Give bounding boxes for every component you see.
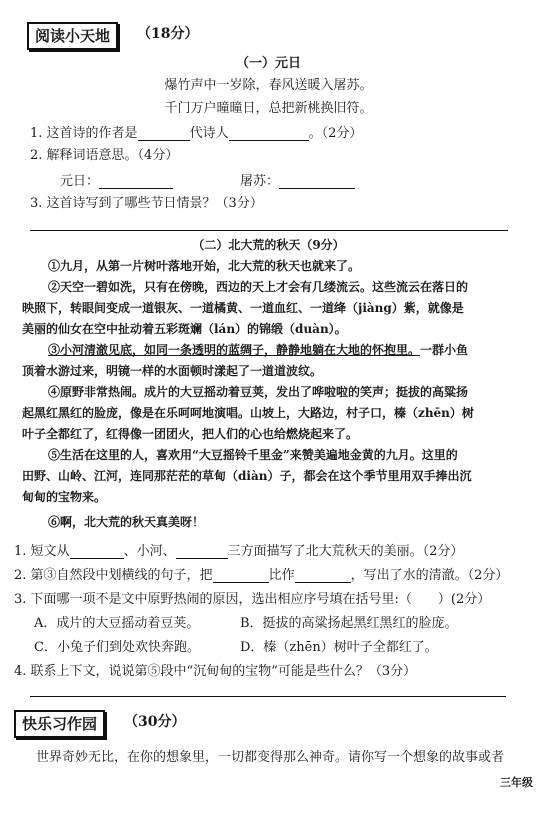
question-text: 解释词语意思。（4分） — [46, 148, 179, 163]
passage-paragraph-6: ⑥啊，北大荒的秋天真美呀！ — [48, 515, 205, 529]
section-title-writing: 快乐习作园 — [14, 710, 105, 738]
poem-line-2: 千门万户曈曈日，总把新桃换旧符。 — [164, 101, 373, 116]
passage-paragraph-5-line-1: ⑤生活在这里的人，喜欢用“大豆摇铃千里金”来赞美遍地金黄的九月。这里的 — [48, 448, 458, 462]
question-text: 这首诗写到了哪些节日情景？（3分） — [46, 196, 263, 211]
answer-blank-dynasty[interactable] — [229, 126, 309, 141]
term-yuanri — [60, 170, 173, 189]
underlined-sentence: ③小河清澈见底，如同一条透明的蓝绸子，静静地躺在大地的怀抱里。 — [48, 343, 421, 357]
section-score-reading: （18分） — [137, 26, 199, 42]
writing-prompt: 世界奇妙无比，在你的想象里，一切都变得那么神奇。请你写一个想象的故事或者 — [36, 750, 505, 765]
section-title-reading: 阅读小天地 — [27, 22, 118, 50]
question-text: 代诗人 — [189, 126, 229, 141]
poem-title: （一）元日 — [235, 56, 301, 71]
answer-blank-author[interactable] — [138, 126, 190, 141]
question-text: 三方面描写了北大荒秋天的美丽。（2分） — [227, 544, 464, 559]
question-text: 这首诗的作者是 — [46, 126, 138, 141]
question-text: 短文从 — [30, 544, 70, 559]
passage-paragraph-4-line-3: 叶子全都红了，红得像一团团火，把人们的心也给燃烧起来了。 — [22, 427, 359, 441]
section-score-writing: （30分） — [124, 714, 186, 730]
question-text: 联系上下文，说说第⑤段中“沉甸甸的宝物”可能是些什么？（3分） — [30, 664, 417, 679]
question-number: 1. — [30, 126, 43, 141]
poem-line-1: 爆竹声中一岁除，春风送暖入屠苏。 — [164, 78, 373, 93]
question-1-1 — [30, 122, 362, 141]
answer-blank-yuanri[interactable] — [99, 174, 173, 189]
question-text: 第③自然段中划横线的句子，把 — [30, 568, 213, 583]
answer-blank-aspect-1[interactable] — [70, 544, 124, 559]
answer-blank-aspect-3[interactable] — [176, 544, 228, 559]
option-c[interactable]: C．小兔子们到处欢快奔跑。 — [34, 640, 200, 655]
passage-paragraph-5-line-2: 田野、山岭、江河，连同那茫茫的草甸（diàn）子，都会在这个季节里用双手捧出沉 — [22, 469, 472, 483]
passage-paragraph-2-line-1: ②天空一碧如洗，只有在傍晚，西边的天上才会有几缕流云。这些流云在落日的 — [48, 280, 469, 294]
footer-grade: 三年级 — [500, 776, 533, 789]
question-text: 。（2分） — [308, 126, 363, 141]
term-label: 屠苏： — [240, 174, 280, 189]
answer-blank-tusu[interactable] — [279, 174, 355, 189]
question-number: 3. — [30, 196, 43, 211]
passage-paragraph-1: ①九月，从第一片树叶落地开始，北大荒的秋天也就来了。 — [48, 259, 361, 273]
answer-blank-compared[interactable] — [213, 568, 269, 583]
answer-line-1-3[interactable] — [30, 230, 508, 231]
passage-paragraph-2-line-2: 映照下，转眼间变成一道银灰、一道橘黄、一道血红、一道绛（jiàng）紫，就像是 — [22, 301, 464, 315]
question-number: 1. — [14, 544, 27, 559]
question-2-3 — [14, 588, 490, 607]
answer-line-2-4[interactable] — [30, 696, 506, 697]
passage-paragraph-3-line-2: 顶着水游过来，明镜一样的水面顿时漾起了一道道波纹。 — [22, 364, 323, 378]
question-text: 、小河、 — [123, 544, 176, 559]
option-b[interactable]: B．挺拔的高粱扬起黑红黑红的脸庞。 — [240, 616, 458, 631]
option-a[interactable]: A．成片的大豆摇动着豆荚。 — [34, 616, 200, 631]
question-text: 下面哪一项不是文中原野热闹的原因，选出相应序号填在括号里:（ ）(2分） — [30, 592, 491, 607]
question-2-2 — [14, 564, 508, 583]
question-1-2 — [30, 144, 178, 163]
passage-paragraph-3-line-1 — [22, 340, 520, 361]
passage-paragraph-5-line-3: 甸甸的宝物来。 — [22, 490, 107, 504]
answer-blank-compared-to[interactable] — [295, 568, 351, 583]
question-number: 2. — [14, 568, 27, 583]
question-text: ，写出了水的清澈。（2分） — [350, 568, 509, 583]
question-2-4 — [14, 660, 416, 679]
passage-paragraph-4-line-1: ④原野非常热闹。成片的大豆摇动着豆荚，发出了哗啦啦的笑声；挺拔的高粱扬 — [48, 385, 469, 399]
passage-paragraph-2-line-3: 美丽的仙女在空中扯动着五彩斑斓（lán）的锦缎（duàn）。 — [22, 322, 347, 336]
question-1-3 — [30, 192, 263, 211]
passage-text: 一群小鱼 — [420, 343, 469, 357]
term-tusu — [240, 170, 355, 189]
question-text: 比作 — [268, 568, 295, 583]
passage-paragraph-4-line-2: 起黑红黑红的脸庞，像是在乐呵呵地演唱。山坡上，大路边，村子口，榛（zhēn）树 — [22, 406, 474, 420]
passage-title: （二）北大荒的秋天（9分） — [192, 238, 345, 252]
question-number: 3. — [14, 592, 27, 607]
question-number: 2. — [30, 148, 43, 163]
option-d[interactable]: D．榛（zhēn）树叶子全都红了。 — [240, 640, 438, 655]
term-label: 元日： — [60, 174, 100, 189]
question-number: 4. — [14, 664, 27, 679]
question-2-1 — [14, 540, 463, 559]
